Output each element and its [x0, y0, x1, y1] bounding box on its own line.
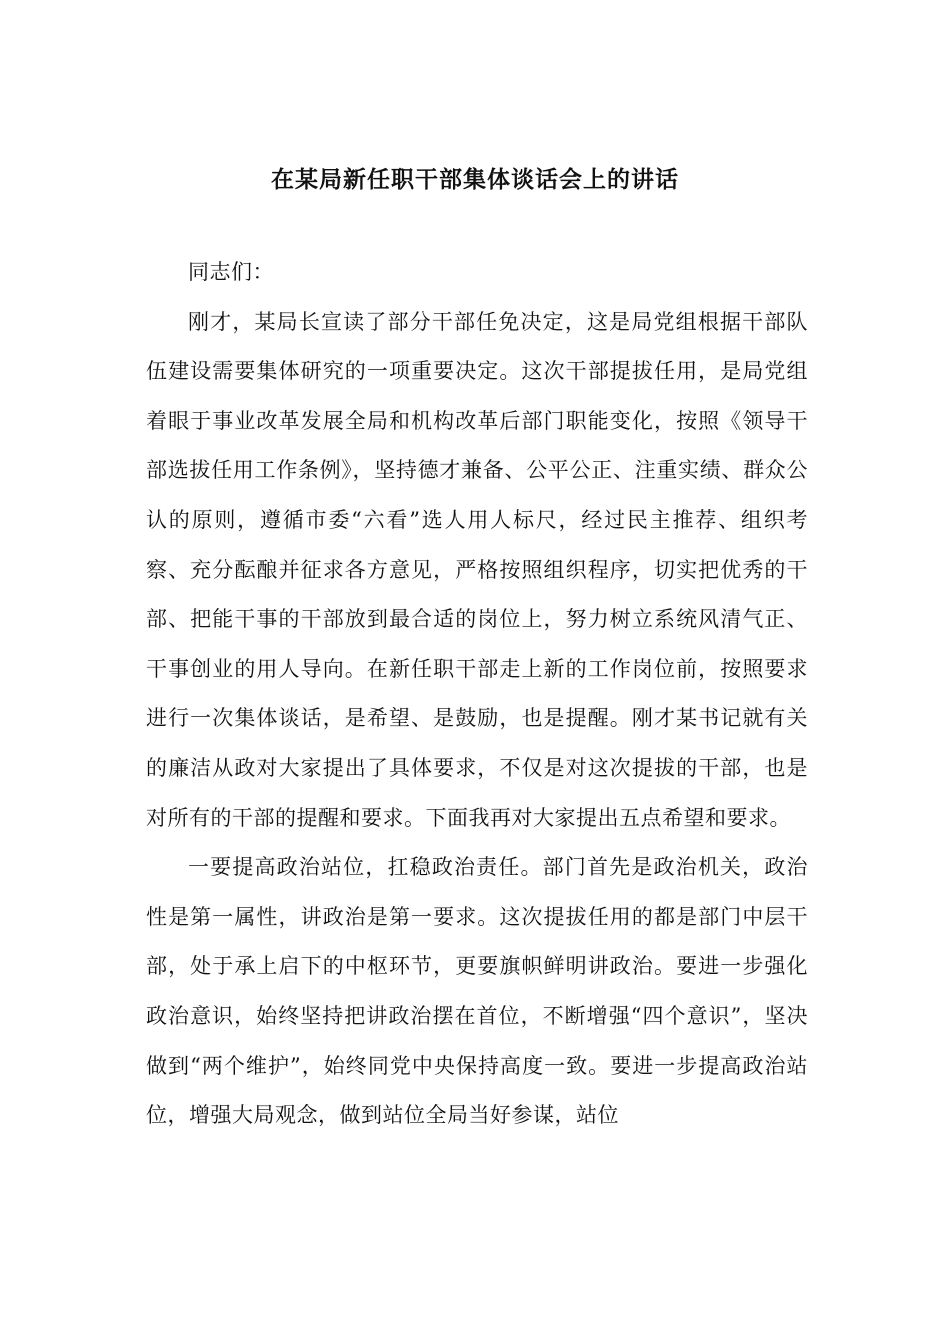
paragraph: 刚才，某局长宣读了部分干部任免决定，这是局党组根据干部队伍建设需要集体研究的一项重要决定。这次干部提拔任用，是局党组着眼于事业改革发展全局和机构改革后部门职能变化，按照《领导干部选拔任用工作条例》，坚持德才兼备、公平公正、注重实绩、群众公认的原则，遵循市委“六看”选人用人标尺，经过民主推荐、组织考察、充分酝酿并征求各方意见，严格按照组织程序，切实把优秀的干部、把能干事的干部放到最合适的岗位上，努力树立系统风清气正、干事创业的用人导向。在新任职干部走上新的工作岗位前，按照要求进行一次集体谈话，是希望、是鼓励，也是提醒。刚才某书记就有关的廉洁从政对大家提出了具体要求，不仅是对这次提拔的干部，也是对所有的干部的提醒和要求。下面我再对大家提出五点希望和要求。 — [146, 309, 808, 830]
salutation: 同志们： — [188, 260, 274, 284]
document-body — [146, 248, 808, 1141]
paragraph: 一要提高政治站位，扛稳政治责任。部门首先是政治机关，政治性是第一属性，讲政治是第一要求。这次提拔任用的都是部门中层干部，处于承上启下的中枢环节，更要旗帜鲜明讲政治。要进一步强化政治意识，始终坚持把讲政治摆在首位，不断增强“四个意识”，坚决做到“两个维护”，始终同党中央保持高度一致。要进一步提高政治站位，增强大局观念，做到站位全局当好参谋，站位 — [146, 855, 808, 1128]
document-title: 在某局新任职干部集体谈话会上的讲话 — [271, 166, 679, 193]
